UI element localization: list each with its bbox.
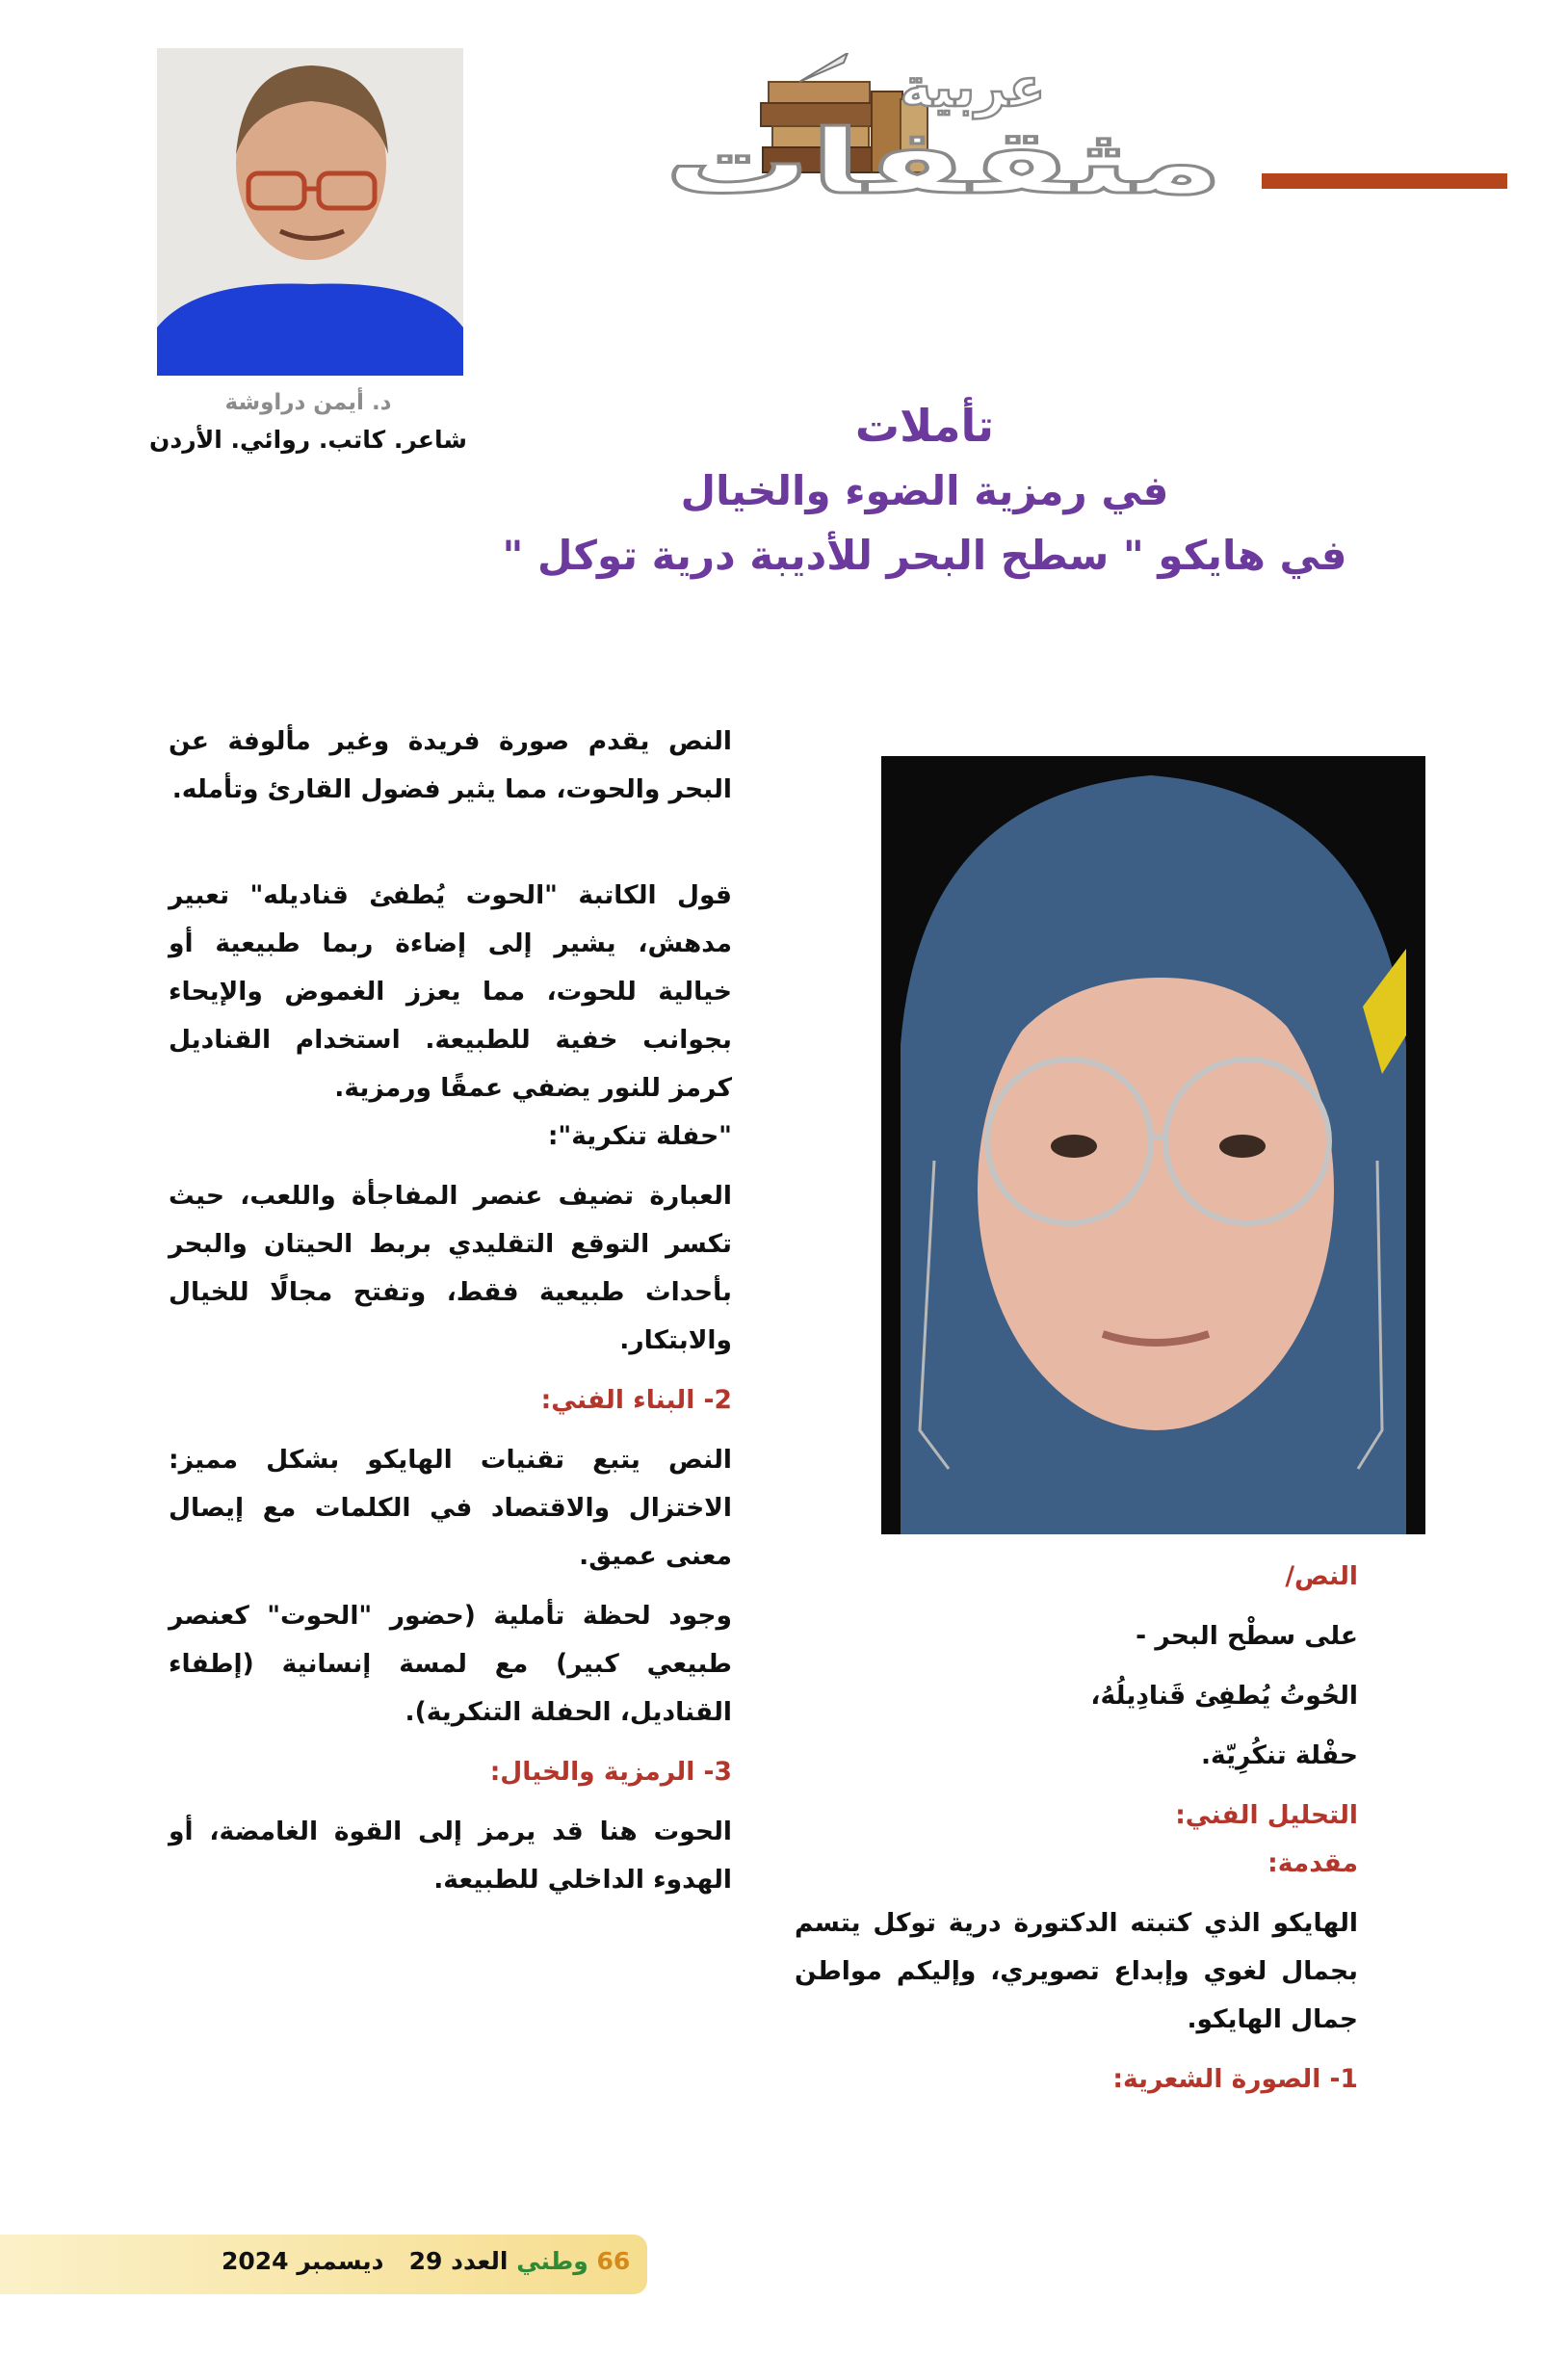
article-title: تأملات <box>854 400 995 452</box>
poem-line: على سطْح البحر - <box>1136 1621 1358 1651</box>
left-column <box>169 718 732 1904</box>
logo-word-top: عربية <box>900 57 1046 119</box>
article-subtitle-1: في رمزية الضوء والخيال <box>680 467 1169 514</box>
issue-year: 2024 <box>222 2247 289 2275</box>
section-heading: 3- الرمزية والخيال: <box>489 1757 732 1787</box>
paragraph: "حفلة تنكرية": <box>547 1121 732 1151</box>
logo-accent-line <box>1262 173 1507 189</box>
section-heading: النص/ <box>1285 1561 1358 1591</box>
section-heading: التحليل الفني: <box>1175 1800 1358 1830</box>
article-subtitle-2: في هايكو " سطح البحر للأديبة درية توكل " <box>502 532 1347 579</box>
paragraph: العبارة تضيف عنصر المفاجأة واللعب، حيث تكسر التوقع التقليدي بربط الحيتان والبحر بأحداث طبيعية فقط، وتفتح مجالًا للخيال والابتكار. <box>169 1181 732 1355</box>
section-heading: 1- الصورة الشعرية: <box>1112 2064 1358 2094</box>
paragraph: الهايكو الذي كتبته الدكتورة درية توكل يتسم بجمال لغوي وإبداع تصويري، وإليكم مواطن جمال الهايكو. <box>795 1908 1358 2034</box>
author-photo <box>157 48 463 376</box>
paragraph: وجود لحظة تأملية (حضور "الحوت" كعنصر طبيعي كبير) مع لمسة إنسانية (إطفاء القناديل، الحفلة التنكرية). <box>169 1601 732 1727</box>
magazine-name: وطني <box>516 2247 588 2275</box>
author-role: شاعر. كاتب. روائي. الأردن <box>149 426 467 454</box>
magazine-logo <box>655 53 1271 207</box>
right-column <box>795 1553 1358 2104</box>
logo-word-main: مثقفات <box>665 111 1223 207</box>
issue-month: ديسمبر <box>297 2247 384 2275</box>
issue-label: العدد <box>451 2247 509 2275</box>
page-number: 66 <box>596 2247 631 2275</box>
paragraph: قول الكاتبة "الحوت يُطفئ قناديله" تعبير مدهش، يشير إلى إضاءة ربما طبيعية أو خيالية للحوت، مما يعزز الغموض والإيحاء بجوانب خفية للطبيعة. استخدام القناديل كرمز للنور يضفي عمقًا ورمزية. <box>169 880 732 1103</box>
poem-line: حفْلة تنكُرِيّة. <box>1200 1740 1358 1770</box>
section-heading: 2- البناء الفني: <box>540 1385 732 1415</box>
poem-line: الحُوتُ يُطفِئ قَنادِيلُهُ، <box>1090 1681 1358 1711</box>
footer-text <box>222 2247 630 2275</box>
author-name: د. أيمن دراوشة <box>224 390 392 415</box>
section-heading: مقدمة: <box>1267 1848 1358 1878</box>
paragraph: الحوت هنا قد يرمز إلى القوة الغامضة، أو الهدوء الداخلي للطبيعة. <box>169 1817 732 1895</box>
poet-photo <box>881 756 1425 1534</box>
paragraph: النص يقدم صورة فريدة وغير مألوفة عن البحر والحوت، مما يثير فضول القارئ وتأمله. <box>169 726 732 804</box>
issue-number: 29 <box>408 2247 443 2275</box>
paragraph: النص يتبع تقنيات الهايكو بشكل مميز: الاختزال والاقتصاد في الكلمات مع إيصال معنى عميق. <box>169 1445 732 1571</box>
